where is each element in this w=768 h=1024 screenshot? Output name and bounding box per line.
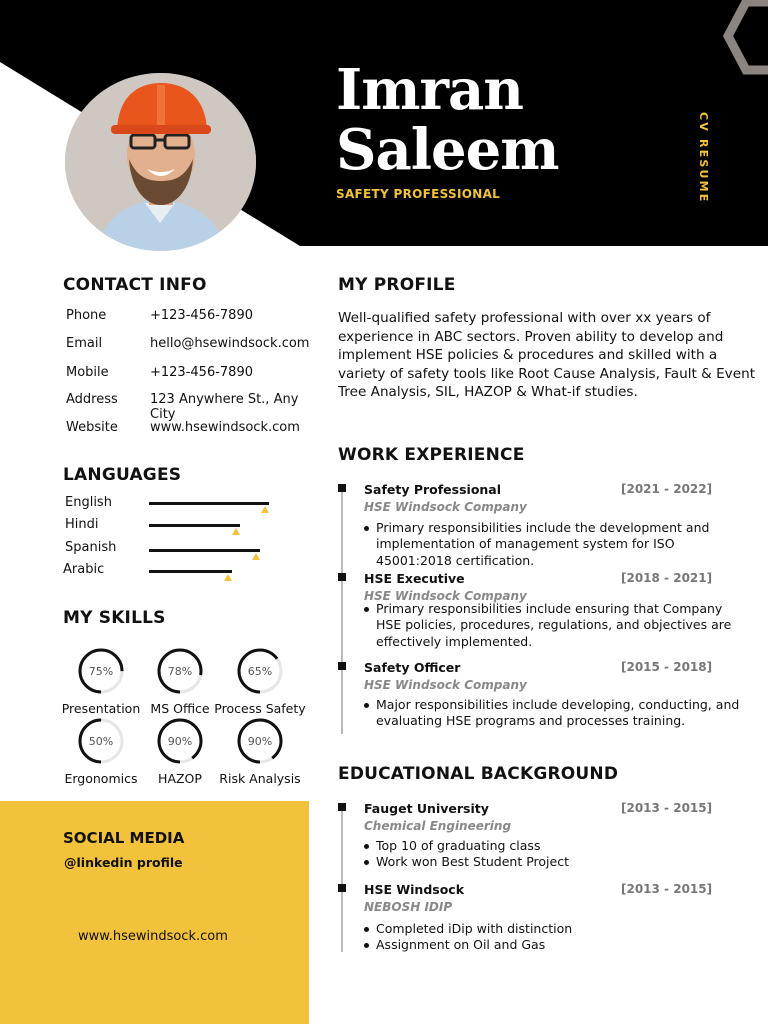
contact-row-address	[66, 392, 326, 422]
work-timeline	[341, 490, 343, 734]
language-level-bar	[149, 502, 269, 505]
contact-label: Email	[66, 336, 103, 351]
language-level-marker	[252, 553, 260, 560]
list-item: Primary responsibilities include the development and implementation of management system for ISO 45001:2018 certification.	[376, 520, 746, 569]
skill-percent: 90%	[247, 735, 273, 748]
language-level-bar	[149, 570, 232, 573]
name-heading	[336, 57, 559, 183]
job-dates: [2015 - 2018]	[621, 660, 713, 674]
language-name: Hindi	[65, 517, 99, 532]
social-title: SOCIAL MEDIA	[63, 829, 185, 847]
contact-title: CONTACT INFO	[63, 275, 207, 295]
education-dates: [2013 - 2015]	[621, 882, 713, 896]
list-item: Primary responsibilities include ensuring that Company HSE policies, procedures, regulations, and objectives are effectively implemented.	[376, 601, 746, 650]
profile-summary: Well-qualified safety professional with over xx years of experience in ABC sectors. Proven ability to develop and implement HSE policies & procedures and skilled with a variety of safety tools like Root Cause Analysis, Fault & Event Tree Analysis, SIL, HAZOP & What-if studies.	[338, 310, 756, 400]
timeline-dot	[338, 573, 346, 581]
skill-percent: 50%	[88, 735, 114, 748]
skill-name: HAZOP	[158, 771, 202, 786]
skill-name: Risk Analysis	[219, 771, 301, 786]
contact-label: Mobile	[66, 365, 109, 380]
skill-ring	[77, 647, 125, 695]
contact-row-phone	[66, 308, 326, 328]
language-level-bar	[149, 524, 240, 527]
contact-row-mobile	[66, 365, 326, 385]
skill-name: Process Safety	[214, 701, 306, 716]
contact-label: Phone	[66, 308, 107, 323]
education-title: EDUCATIONAL BACKGROUND	[338, 764, 619, 784]
list-item: Completed iDip with distinction	[376, 921, 746, 937]
profile-photo	[65, 73, 256, 251]
language-name: English	[65, 495, 112, 510]
institution-name: HSE Windsock	[364, 882, 465, 897]
education-subject: NEBOSH IDIP	[364, 900, 453, 914]
education-timeline	[341, 806, 343, 952]
skills-title: MY SKILLS	[63, 608, 166, 628]
skill-item	[205, 647, 315, 716]
language-level-marker	[224, 574, 232, 581]
hexagon-decoration	[678, 0, 768, 80]
language-level-marker	[232, 528, 240, 535]
contact-row-email	[66, 336, 326, 356]
contact-value: www.hsewindsock.com	[150, 420, 300, 435]
first-name: Imran	[336, 57, 523, 123]
profile-title: MY PROFILE	[338, 275, 456, 295]
skill-percent: 75%	[88, 665, 114, 678]
achievements-list	[376, 838, 746, 871]
language-level-bar	[149, 549, 260, 552]
contact-label: Website	[66, 420, 118, 435]
education-subject: Chemical Engineering	[364, 819, 512, 833]
job-position: Safety Professional	[364, 482, 502, 497]
company-name: HSE Windsock Company	[364, 589, 527, 603]
job-position: Safety Officer	[364, 660, 461, 675]
job-dates: [2021 - 2022]	[621, 482, 713, 496]
skill-percent: 90%	[167, 735, 193, 748]
language-name: Arabic	[63, 562, 105, 577]
list-item: Assignment on Oil and Gas	[376, 937, 746, 953]
contact-value: hello@hsewindsock.com	[150, 336, 310, 351]
skill-percent: 78%	[167, 665, 193, 678]
skill-ring	[156, 717, 204, 765]
languages-title: LANGUAGES	[63, 465, 182, 485]
skill-ring	[77, 717, 125, 765]
responsibilities-list	[376, 697, 746, 730]
contact-row-website	[66, 420, 326, 440]
website-link[interactable]: www.hsewindsock.com	[78, 929, 228, 944]
language-name: Spanish	[65, 540, 117, 555]
job-dates: [2018 - 2021]	[621, 571, 713, 585]
achievements-list	[376, 921, 746, 954]
skill-name: Ergonomics	[64, 771, 138, 786]
education-dates: [2013 - 2015]	[621, 801, 713, 815]
skill-name: Presentation	[61, 701, 141, 716]
list-item: Top 10 of graduating class	[376, 838, 746, 854]
contact-value: +123-456-7890	[150, 365, 253, 380]
skill-ring	[236, 717, 284, 765]
company-name: HSE Windsock Company	[364, 500, 527, 514]
job-title: SAFETY PROFESSIONAL	[336, 187, 501, 201]
linkedin-link[interactable]: @linkedin profile	[64, 855, 183, 870]
list-item: Work won Best Student Project	[376, 854, 746, 870]
responsibilities-list	[376, 520, 746, 569]
company-name: HSE Windsock Company	[364, 678, 527, 692]
institution-name: Fauget University	[364, 801, 489, 816]
contact-value: 123 Anywhere St., Any City	[150, 392, 299, 422]
timeline-dot	[338, 884, 346, 892]
skill-percent: 65%	[247, 665, 273, 678]
language-level-marker	[261, 506, 269, 513]
timeline-dot	[338, 662, 346, 670]
last-name: Saleem	[336, 117, 559, 183]
cv-resume-tag: CV RESUME	[697, 112, 710, 204]
contact-value: +123-456-7890	[150, 308, 253, 323]
skill-ring	[236, 647, 284, 695]
timeline-dot	[338, 484, 346, 492]
job-position: HSE Executive	[364, 571, 465, 586]
skill-item	[205, 717, 315, 786]
list-item: Major responsibilities include developing, conducting, and evaluating HSE programs and processes training.	[376, 697, 746, 730]
work-title: WORK EXPERIENCE	[338, 445, 525, 465]
timeline-dot	[338, 803, 346, 811]
responsibilities-list	[376, 601, 746, 650]
skill-ring	[156, 647, 204, 695]
contact-label: Address	[66, 392, 118, 407]
skill-name: MS Office	[150, 701, 210, 716]
